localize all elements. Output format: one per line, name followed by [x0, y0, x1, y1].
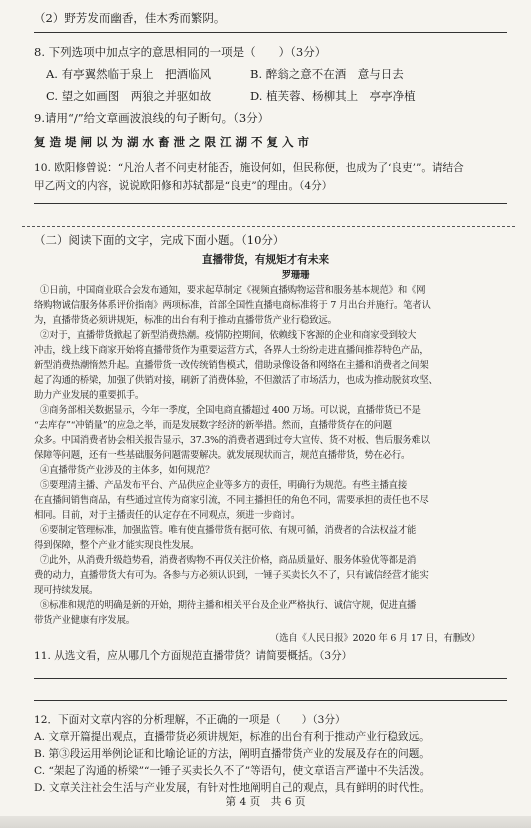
- page-footer: 第 4 页 共 6 页: [225, 796, 306, 808]
- article-line: ①日前，中国商业联合会发布通知，要求起草制定《视频直播购物运营和服务基本规范》和《网: [40, 285, 426, 296]
- q9-stem: 9.请用“/”给文章画波浪线的句子断句。（3分）: [34, 111, 270, 125]
- article-line: 得到保障，整个产业才能实现良性发展。: [34, 540, 200, 551]
- article-author: 罗珊珊: [281, 270, 310, 281]
- article-line: ⑧标准和规范的明确是新的开始，期待主播和相关平台及企业严格执行、诚信守规，促进直播: [40, 600, 417, 611]
- q10-line2: 甲乙两文的内容，说说欧阳修和苏轼都是“良吏”的理由。（4分）: [34, 180, 333, 192]
- section-heading: （二）阅读下面的文字，完成下面小题。（10分）: [34, 233, 285, 247]
- article-line: 众多。中国消费者协会相关报告显示，37.3%的消费者遇到过夸大宣传、货不对板、售后服务难以: [34, 435, 430, 446]
- article-line: 保障等问题，还有一些基础服务问题需要解决。就发展现状而言，规范直播带货，势在必行。: [34, 450, 411, 461]
- q12-option-a: A. 文章开篇提出观点，直播带货必须讲规矩，标准的出台有利于推动产业行稳致远。: [34, 731, 430, 743]
- article-source: （选自《人民日报》2020 年 6 月 17 日，有删改）: [270, 633, 481, 644]
- article-line: 相同。目前，对于主播责任的认定存在不同观点，须进一步商讨。: [34, 510, 301, 521]
- q12-option-d: D. 文章关注社会生活与产业发展，有针对性地阐明自己的观点，具有鲜明的时代性。: [34, 782, 431, 794]
- q8-option-c: C. 望之如画图 两狼之并驱如故: [46, 89, 212, 103]
- q12-option-c: C. “架起了沟通的桥梁”“一锤子买卖长久不了”等语句，使文章语言严谨中不失活泼。: [34, 765, 431, 777]
- q11-stem: 11. 从选文看，应从哪几个方面规范直播带货？请简要概括。（3分）: [34, 650, 353, 662]
- article-line: ②对于，直播带货掀起了新型消费热潮。疫情防控期间，依赖线下客源的企业和商家受到较大: [40, 330, 417, 341]
- article-line: 现可持续发展。: [34, 585, 99, 596]
- answer-line: [34, 700, 507, 701]
- article-line: 带货产业健康有序发展。: [34, 615, 135, 626]
- scan-edge-shadow: [0, 816, 531, 828]
- q12-stem: 12．下面对文章内容的分析理解，不正确的一项是（ ）（3分）: [34, 714, 346, 726]
- answer-line: [34, 203, 507, 204]
- q8-option-b: B. 醉翁之意不在酒 意与日去: [250, 67, 404, 81]
- q8-option-a: A. 有亭翼然临于泉上 把酒临风: [46, 67, 212, 81]
- q12-option-b: B. 第③段运用举例论证和比喻论证的方法，阐明直播带货产业的发展及存在的问题。: [34, 748, 430, 760]
- article-line: 为，直播带货必须讲规矩，标准的出台有利于推动直播带货产业行稳致远。: [34, 315, 337, 326]
- q8-option-d: D. 植芙蓉、杨柳其上 亭亭净植: [250, 89, 416, 103]
- article-line: 在直播间销售商品，有些通过宣传为商家引流，不同主播担任的角色不同，需要承担的责任也不尽: [34, 495, 429, 506]
- article-line: ⑦此外，从消费升级趋势看，消费者购物不再仅关注价格，商品质量好、服务体验优等都是消: [40, 555, 417, 566]
- article-line: ③商务部相关数据显示，今年一季度，全国电商直播超过 400 万场。可以说，直播带货已不是: [40, 405, 421, 416]
- article-line: ④直播带货产业涉及的主体多，如何规范？: [40, 465, 215, 476]
- article-line: ⑤要理清主播、产品发布平台、产品供应企业等多方的责任，明确行为规范。有些主播直接: [40, 480, 408, 491]
- article-line: “去库存”“冲销量”的应急之举，而是发展数字经济的新举措。然而，直播带货存在的问题: [34, 420, 392, 431]
- article-line: ⑥要制定管理标准，加强监管。唯有使直播带货有据可依、有规可循，消费者的合法权益才能: [40, 525, 417, 536]
- article-line: 新型消费热潮惰然升起。直播带货一改传统销售模式，借助录像设备和网络在主播和消费者之间架: [34, 360, 429, 371]
- answer-line: [34, 32, 507, 33]
- article-line: 起了沟通的桥梁，加强了供销对接，刷新了消费体验，不但激活了市场活力，也成为推动脱贫攻坚、: [34, 375, 438, 386]
- article-line: 费的动力，直播带货大有可为。各参与方必须认识到，一锤子买卖长久不了，只有诚信经营才能实: [34, 570, 429, 581]
- article-line: 络购物诚信服务体系评价指南》两项标准，首部全国性直播电商标准将于 7 月出台并施行。笔者认: [34, 300, 431, 311]
- article-line: 助力产业发展的重要抓手。: [34, 390, 145, 401]
- previous-question-line: （2）野芳发而幽香，佳木秀而繁阴。: [34, 11, 226, 25]
- q10-line1: 10. 欧阳修曾说：“凡治人者不问吏材能否，施设何如，但民称便，也成为了‘良吏’”。请结合: [34, 162, 464, 174]
- q9-sentence: 复 造 堤 闸 以 为 湖 水 畜 泄 之 限 江 湖 不 复 入 市: [34, 135, 310, 149]
- article-line: 冲击，线上线下商家开始将直播带货作为重要运营方式，各界人士纷纷走进直播间推荐特色产品，: [34, 345, 429, 356]
- answer-line: [34, 678, 507, 679]
- article-title: 直播带货，有规矩才有未来: [201, 254, 330, 266]
- q8-stem: 8. 下列选项中加点字的意思相同的一项是（ ）（3分）: [34, 45, 327, 59]
